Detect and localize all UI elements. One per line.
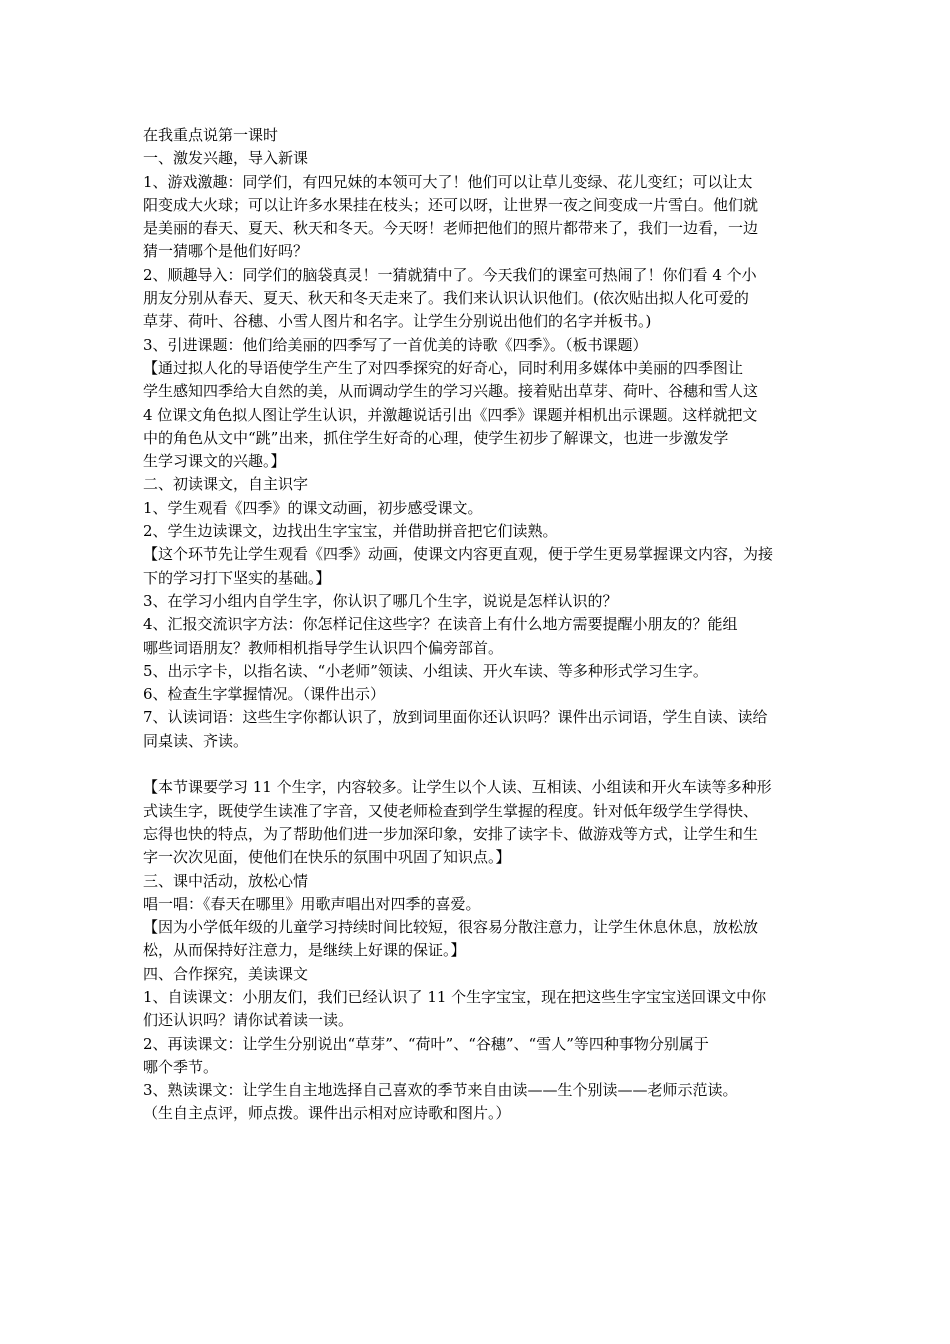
text-line: 松，从而保持好注意力，是继续上好课的保证。】 (143, 941, 466, 960)
text-line: 3、熟读课文：让学生自主地选择自己喜欢的季节来自由读——生个别读——老师示范读。 (143, 1081, 738, 1100)
text-line: 草芽、荷叶、谷穗、小雪人图片和名字。让学生分别说出他们的名字并板书。) (143, 312, 652, 331)
text-line: 唱一唱：《春天在哪里》用歌声唱出对四季的喜爱。 (143, 894, 481, 913)
text-line: 下的学习打下坚实的基础。】 (143, 568, 331, 587)
blank-line (143, 753, 809, 776)
document-body (143, 124, 809, 1126)
text-line: 字一次次见面，使他们在快乐的氛围中巩固了知识点。】 (143, 848, 511, 867)
text-line: 2、学生边读课文，边找出生字宝宝，并借助拼音把它们读熟。 (143, 522, 558, 541)
text-line: 猜一猜哪个是他们好吗？ (143, 242, 309, 261)
text-line: 6、检查生字掌握情况。（课件出示） (143, 685, 386, 704)
text-line: 在我重点说第一课时 (143, 126, 279, 144)
text-line: 【这个环节先让学生观看《四季》动画，使课文内容更直观，便于学生更易掌握课文内容，为接 (143, 545, 774, 564)
text-line: 三、课中活动，放松心情 (143, 871, 309, 890)
text-line: 同桌读、齐读。 (143, 731, 249, 750)
text-line: 1、游戏激趣：同学们，有四兄妹的本领可大了！他们可以让草儿变绿、花儿变红；可以让太 (143, 172, 753, 191)
text-line: 忘得也快的特点，为了帮助他们进一步加深印象，安排了读字卡、做游戏等方式，让学生和生 (143, 824, 759, 843)
text-line: 【通过拟人化的导语使学生产生了对四季探究的好奇心，同时利用多媒体中美丽的四季图让 (143, 358, 744, 377)
text-line: 朋友分别从春天、夏天、秋天和冬天走来了。我们来认识认识他们。(依次贴出拟人化可爱的 (143, 289, 749, 308)
text-line: 2、顺趣导入：同学们的脑袋真灵！一猜就猜中了。今天我们的课室可热闹了！你们看 4 个小 (143, 265, 757, 284)
text-line: 2、再读课文：让学生分别说出“草芽”、“荷叶”、“谷穗”、“雪人”等四种事物分别属于 (143, 1034, 709, 1053)
text-line: 们还认识吗？请你试着读一读。 (143, 1011, 354, 1030)
text-line: 1、学生观看《四季》的课文动画，初步感受课文。 (143, 498, 483, 517)
text-line: 【本节课要学习 11 个生字，内容较多。让学生以个人读、互相读、小组读和开火车读等多种形 (143, 778, 772, 797)
text-line: 是美丽的春天、夏天、秋天和冬天。今天呀！老师把他们的照片都带来了，我们一边看，一边 (143, 219, 759, 238)
text-line: 二、初读课文，自主识字 (143, 475, 309, 494)
text-line: 式读生字，既使学生读准了字音，又使老师检查到学生掌握的程度。针对低年级学生学得快、 (143, 801, 759, 820)
text-line: 阳变成大火球；可以让许多水果挂在枝头；还可以呀，让世界一夜之间变成一片雪白。他们就 (143, 195, 759, 214)
text-line: 四、合作探究，美读课文 (143, 964, 309, 983)
text-line: 3、在学习小组内自学生字，你认识了哪几个生字，说说是怎样认识的？ (143, 591, 618, 610)
text-line: 哪个季节。 (143, 1057, 219, 1076)
text-line: （生自主点评，师点拨。课件出示相对应诗歌和图片。） (143, 1104, 511, 1123)
text-line: 哪些词语朋友？教师相机指导学生认识四个偏旁部首。 (143, 638, 504, 657)
text-line: 生学习课文的兴趣。】 (143, 452, 286, 471)
text-line: 3、引进课题：他们给美丽的四季写了一首优美的诗歌《四季》。（板书课题） (143, 335, 648, 354)
text-line: 一、激发兴趣，导入新课 (143, 149, 309, 168)
text-line: 7、认读词语：这些生字你都认识了，放到词里面你还认识吗？课件出示词语，学生自读、读给 (143, 708, 768, 727)
text-line: 1、自读课文：小朋友们，我们已经认识了 11 个生字宝宝，现在把这些生字宝宝送回课文中你 (143, 987, 767, 1006)
text-line: 5、出示字卡，以指名读、“小老师”领读、小组读、开火车读、等多种形式学习生字。 (143, 661, 708, 680)
text-line: 中的角色从文中“跳”出来，抓住学生好奇的心理，使学生初步了解课文，也进一步激发学 (143, 428, 729, 447)
text-line: 4 位课文角色拟人图让学生认识，并激趣说话引出《四季》课题并相机出示课题。这样就把文 (143, 405, 758, 424)
text-line: 4、汇报交流识字方法：你怎样记住这些字？在读音上有什么地方需要提醒小朋友的？能组 (143, 615, 738, 634)
text-line: 学生感知四季给大自然的美，从而调动学生的学习兴趣。接着贴出草芽、荷叶、谷穗和雪人这 (143, 382, 759, 401)
text-line: 【因为小学低年级的儿童学习持续时间比较短，很容易分散注意力，让学生休息休息，放松放 (143, 918, 759, 937)
